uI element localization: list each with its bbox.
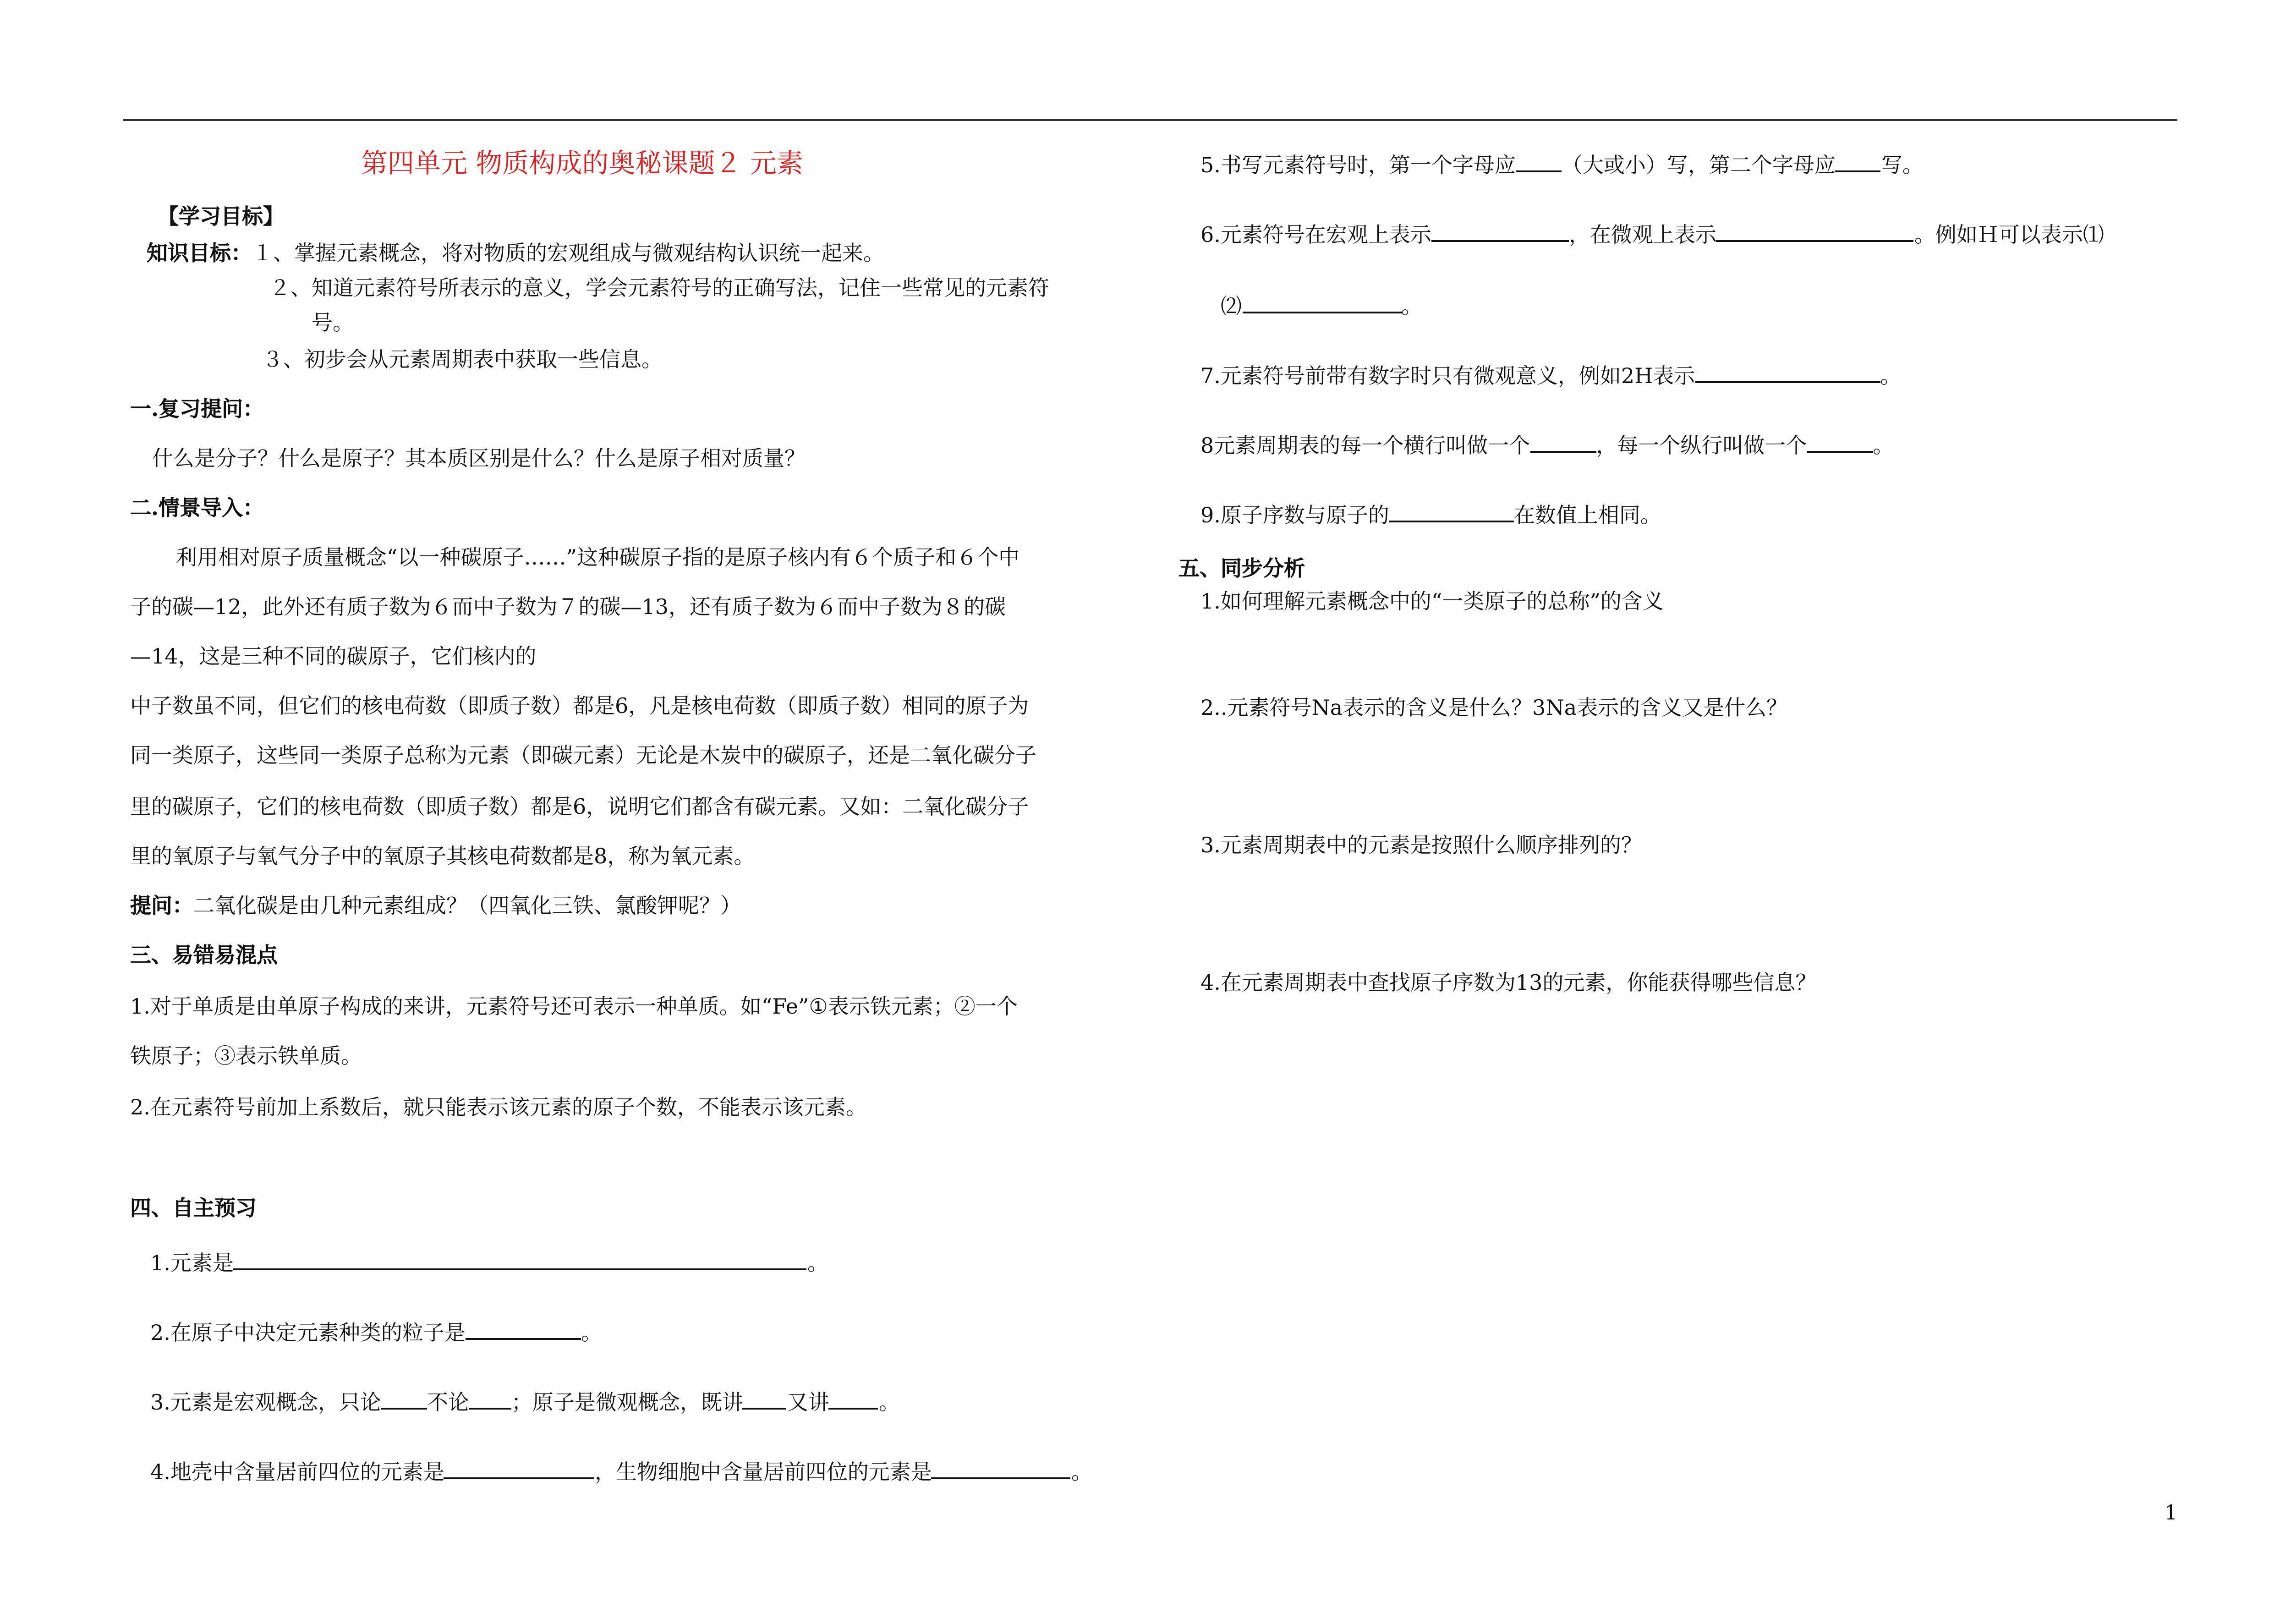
goal-2: ２、知道元素符号所表示的意义，学会元素符号的正确写法，记住一些常见的元素符 [269,275,1049,301]
preview-question-4 [150,1457,1092,1487]
top-divider [123,119,2177,121]
mistake-line: 1.对于单质是由单原子构成的来讲，元素符号还可表示一种单质。如“Fe”①表示铁元素；②一个 [130,993,1018,1019]
question-text: ，在微观上表示 [1568,222,1716,247]
question-text: 。例如Ｈ可以表示⑴ [1914,222,2104,247]
answer-blank[interactable] [932,1457,1071,1479]
goals-row-1 [147,238,884,268]
answer-blank[interactable] [1807,431,1873,453]
question-text: （大或小）写，第二个字母应 [1561,152,1836,178]
answer-blank[interactable] [1431,220,1569,242]
question-text: ，每一个纵行叫做一个 [1596,433,1807,458]
answer-blank[interactable] [1836,150,1881,172]
answer-blank[interactable] [469,1388,511,1410]
sync-question-1: 1.如何理解元素概念中的“一类原子的总称”的含义 [1200,588,1664,614]
preview-heading: 四、自主预习 [130,1195,257,1221]
answer-blank[interactable] [381,1388,427,1410]
question-text: 。 [1873,433,1894,458]
sync-question-2: 2..元素符号Na表示的含义是什么？3Na表示的含义又是什么？ [1200,695,1788,720]
answer-blank[interactable] [743,1388,787,1410]
preview-question-5 [1200,150,1924,180]
question-text: 8元素周期表的每一个横行叫做一个 [1200,433,1530,458]
question-text: 。 [807,1250,828,1276]
preview-question-9 [1200,500,1661,530]
question-text: 3.元素是宏观概念，只论 [150,1389,381,1415]
question-text: 5.书写元素符号时，第一个字母应 [1200,152,1516,178]
intro-line: 利用相对原子质量概念“以一种碳原子……”这种碳原子指的是原子核内有６个质子和６个中 [176,544,1020,570]
review-text: 什么是分子？什么是原子？其本质区别是什么？什么是原子相对质量？ [152,445,806,471]
answer-blank[interactable] [1242,291,1401,313]
preview-question-2 [150,1318,602,1347]
question-label: 提问： [130,893,193,918]
question-text: ；原子是微观概念，既讲 [511,1389,743,1415]
answer-blank[interactable] [234,1248,807,1270]
preview-question-7 [1200,361,1901,390]
preview-question-3 [150,1388,900,1417]
question-text: 。 [1880,363,1902,389]
preview-question-6 [1200,220,2104,249]
page-number: 1 [2165,1501,2177,1525]
intro-line: 子的碳—12，此外还有质子数为６而中子数为７的碳—13，还有质子数为６而中子数为８的碳 [130,594,1006,620]
question-text: 6.元素符号在宏观上表示 [1200,222,1431,247]
answer-blank[interactable] [444,1457,595,1479]
goal-1: １、掌握元素概念，将对物质的宏观组成与微观结构认识统一起来。 [252,240,884,266]
goals-label: 知识目标： [147,240,252,266]
sync-heading: 五、同步分析 [1178,555,1305,581]
question-text: 写。 [1881,152,1924,178]
page-title: 第四单元 物质构成的奥秘课题２ 元素 [361,150,803,180]
sync-question-4: 4.在元素周期表中查找原子序数为13的元素，你能获得哪些信息？ [1200,970,1817,995]
mistake-line: 铁原子；③表示铁单质。 [130,1043,362,1069]
answer-blank[interactable] [1516,150,1562,172]
intro-line: —14，这是三种不同的碳原子，它们核内的 [130,643,537,669]
question-text: 。 [1071,1459,1092,1485]
answer-blank[interactable] [1716,220,1914,242]
answer-blank[interactable] [466,1318,581,1340]
answer-blank[interactable] [1530,431,1596,453]
intro-heading: 二.情景导入： [130,495,264,521]
question-text: 二氧化碳是由几种元素组成？（四氧化三铁、氯酸钾呢？） [193,893,741,918]
intro-line: 同一类原子，这些同一类原子总称为元素（即碳元素）无论是木炭中的碳原子，还是二氧化碳分子 [130,742,1036,768]
mistake-line: 2.在元素符号前加上系数后，就只能表示该元素的原子个数，不能表示该元素。 [130,1094,867,1120]
answer-blank[interactable] [1389,500,1514,522]
preview-question-8 [1200,431,1894,460]
question-text: 在数值上相同。 [1513,502,1661,528]
answer-blank[interactable] [1695,361,1880,383]
intro-line: 里的氧原子与氧气分子中的氧原子其核电荷数都是8，称为氧元素。 [130,843,755,869]
answer-blank[interactable] [829,1388,879,1410]
review-heading: 一.复习提问： [130,396,264,422]
question-text: 不论 [427,1389,469,1415]
question-text: 。 [581,1320,602,1345]
question-text: 4.地壳中含量居前四位的元素是 [150,1459,444,1485]
intro-question [130,891,741,920]
goal-3: ３、初步会从元素周期表中获取一些信息。 [262,346,663,372]
question-text: 1.元素是 [150,1250,234,1276]
sync-question-3: 3.元素周期表中的元素是按照什么顺序排列的？ [1200,832,1642,858]
preview-question-1 [150,1248,828,1278]
question-text: ，生物细胞中含量居前四位的元素是 [594,1459,932,1485]
goal-2-cont: 号。 [312,310,354,335]
question-text: 2.在原子中决定元素种类的粒子是 [150,1320,466,1345]
question-text: 9.原子序数与原子的 [1200,502,1389,528]
goals-heading: 【学习目标】 [158,203,284,229]
question-text: 。 [878,1389,900,1415]
preview-question-6-cont [1221,291,1422,321]
question-text: 7.元素符号前带有数字时只有微观意义，例如2H表示 [1200,363,1695,389]
question-text: 又讲 [787,1389,829,1415]
question-text: ⑵ [1221,293,1242,319]
question-text: 。 [1401,293,1422,319]
intro-line: 里的碳原子，它们的核电荷数（即质子数）都是6，说明它们都含有碳元素。又如：二氧化碳分子 [130,794,1029,819]
mistakes-heading: 三、易错易混点 [130,942,278,968]
intro-line: 中子数虽不同，但它们的核电荷数（即质子数）都是6，凡是核电荷数（即质子数）相同的原子为 [130,693,1029,719]
